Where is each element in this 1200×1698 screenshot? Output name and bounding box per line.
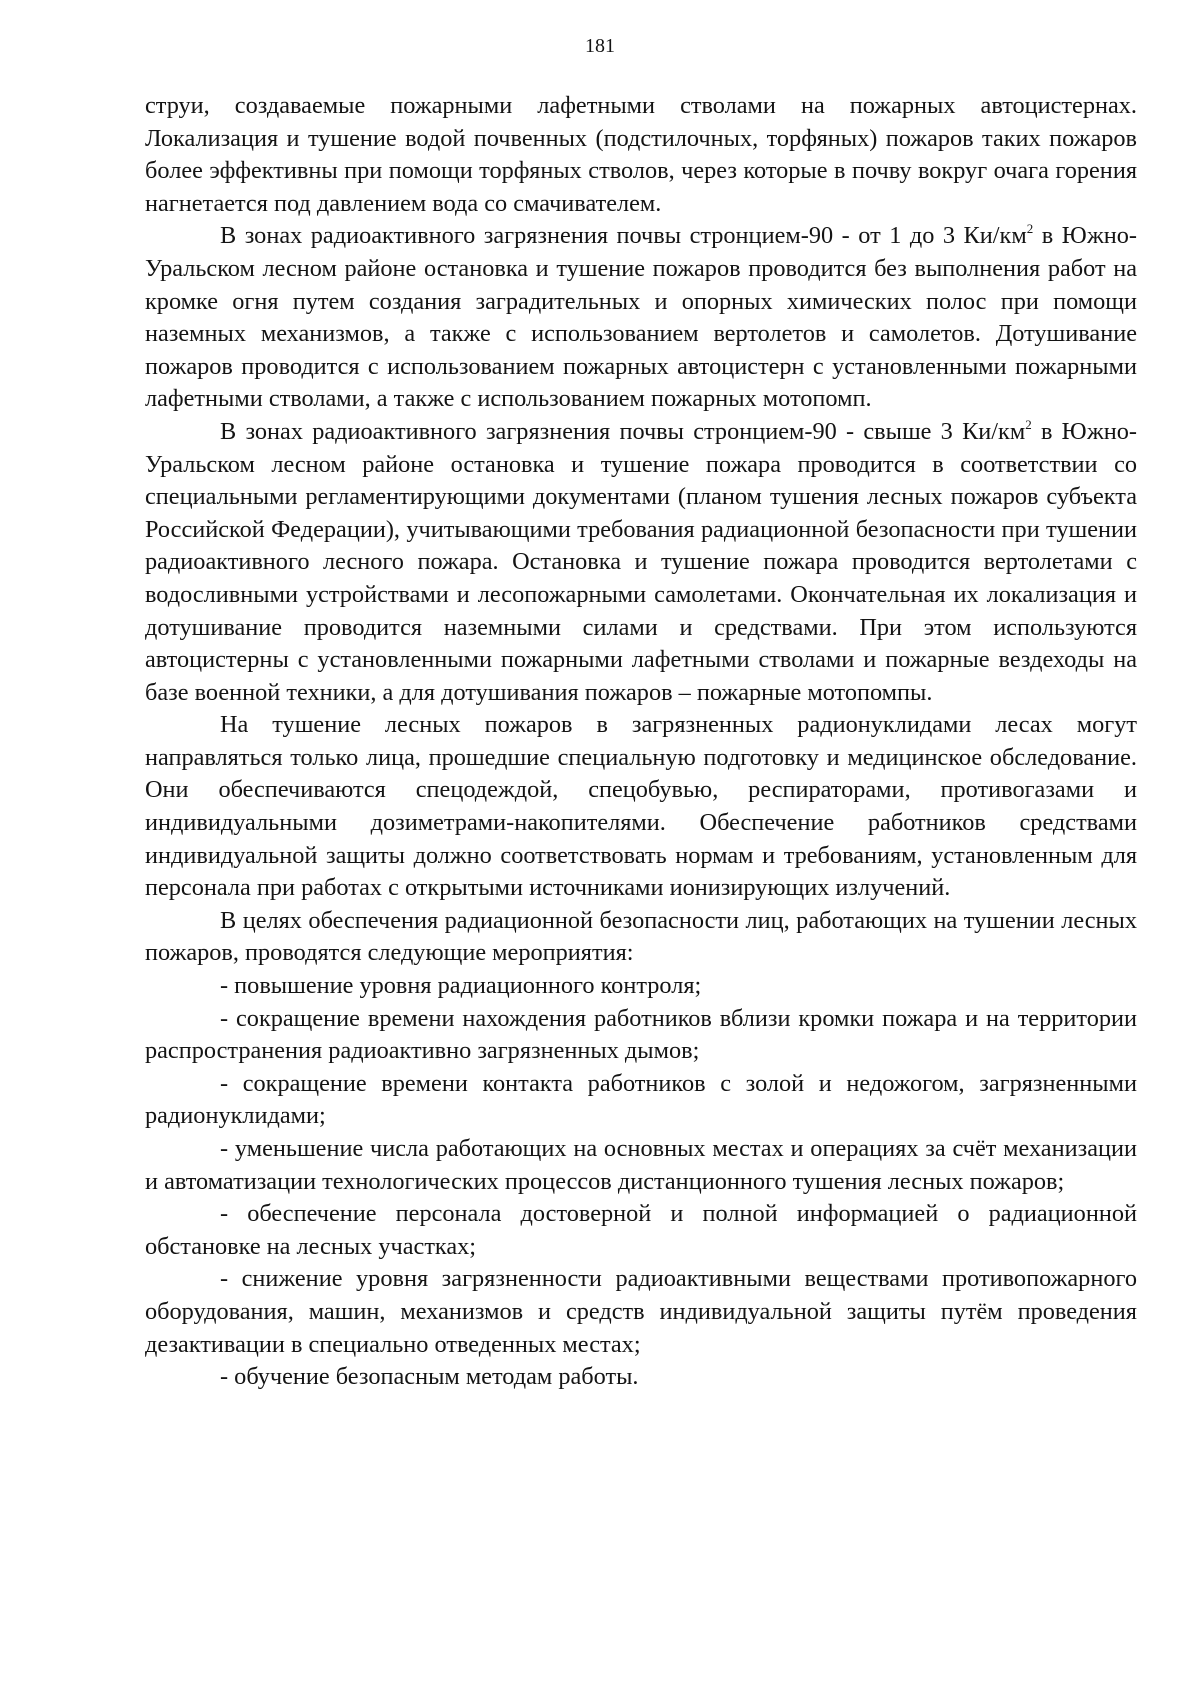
paragraph-strontium-1-3 bbox=[145, 220, 1137, 416]
superscript-square: 2 bbox=[1026, 221, 1034, 237]
page-number: 181 bbox=[585, 35, 615, 57]
paragraph-text-end: в Южно-Уральском лесном районе остановка и тушение пожаров проводится без выполнения работ на кромке огня путем создания заградительных и опорных химических полос при помощи наземных механизмов, а также с использованием вертолетов и самолетов. Дотушивание пожаров проводится с использованием пожарных автоцистерн с установленными пожарными лафетными стволами, а также с использованием пожарных мотопомп. bbox=[145, 222, 1138, 413]
list-item: - обучение безопасным методам работы. bbox=[220, 1363, 639, 1391]
list-item: - сокращение времени нахождения работников вблизи кромки пожара и на территории распространения радиоактивно загрязненных дымов; bbox=[145, 1004, 1137, 1065]
paragraph-text-start: В зонах радиоактивного загрязнения почвы стронцием-90 - свыше 3 Ки/км bbox=[220, 417, 1026, 445]
list-item: - повышение уровня радиационного контроля; bbox=[220, 972, 702, 1000]
paragraph-text-end: в Южно-Уральском лесном районе остановка и тушение пожара проводится в соответствии со специальными регламентирующими документами (планом тушения лесных пожаров субъекта Российской Федерации), учитывающими требования радиационной безопасности при тушении радиоактивного лесного пожара. Остановка и тушение пожара проводится вертолетами с водосливными устройствами и лесопожарными самолетами. Окончательная их локализация и дотушивание проводится наземными силами и средствами. При этом используются автоцистерны с установленными пожарными лафетными стволами и пожарные вездеходы на базе военной техники, а для дотушивания пожаров – пожарные мотопомпы. bbox=[145, 417, 1137, 706]
list-item: - обеспечение персонала достоверной и полной информацией о радиационной обстановке на лесных участках; bbox=[145, 1200, 1137, 1260]
paragraph-text-start: В зонах радиоактивного загрязнения почвы стронцием-90 - от 1 до 3 Ки/км bbox=[220, 222, 1027, 250]
list-item: - уменьшение числа работающих на основных местах и операциях за счёт механизации и автоматизации технологических процессов дистанционного тушения лесных пожаров; bbox=[145, 1135, 1137, 1195]
list-item: - сокращение времени контакта работников с золой и недожогом, загрязненными радионуклидами; bbox=[145, 1069, 1137, 1130]
superscript-square: 2 bbox=[1025, 416, 1032, 432]
list-item: - снижение уровня загрязненности радиоактивными веществами противопожарного оборудования, машин, механизмов и средств индивидуальной защиты путём проведения дезактивации в специально отведенных местах; bbox=[145, 1265, 1137, 1358]
paragraph-continuation: струи, создаваемые пожарными лафетными стволами на пожарных автоцистернах. Локализация и тушение водой почвенных (подстилочных, торфяных) пожаров таких пожаров более эффективны при помощи торфяных стволов, через которые в почву вокруг очага горения нагнетается под давлением вода со смачивателем. bbox=[145, 92, 1137, 217]
paragraph-measures-intro: В целях обеспечения радиационной безопасности лиц, работающих на тушении лесных пожаров, проводятся следующие мероприятия: bbox=[145, 906, 1137, 967]
paragraph-personnel: На тушение лесных пожаров в загрязненных радионуклидами лесах могут направляться только лица, прошедшие специальную подготовку и медицинское обследование. Они обеспечиваются спецодеждой, спецобувью, респираторами, противогазами и индивидуальными дозиметрами-накопителями. Обеспечение работников средствами индивидуальной защиты должно соответствовать нормам и требованиям, установленным для персонала при работах с открытыми источниками ионизирующих излучений. bbox=[145, 711, 1137, 902]
paragraph-strontium-over-3 bbox=[145, 416, 1137, 709]
document-body bbox=[145, 90, 1137, 1394]
